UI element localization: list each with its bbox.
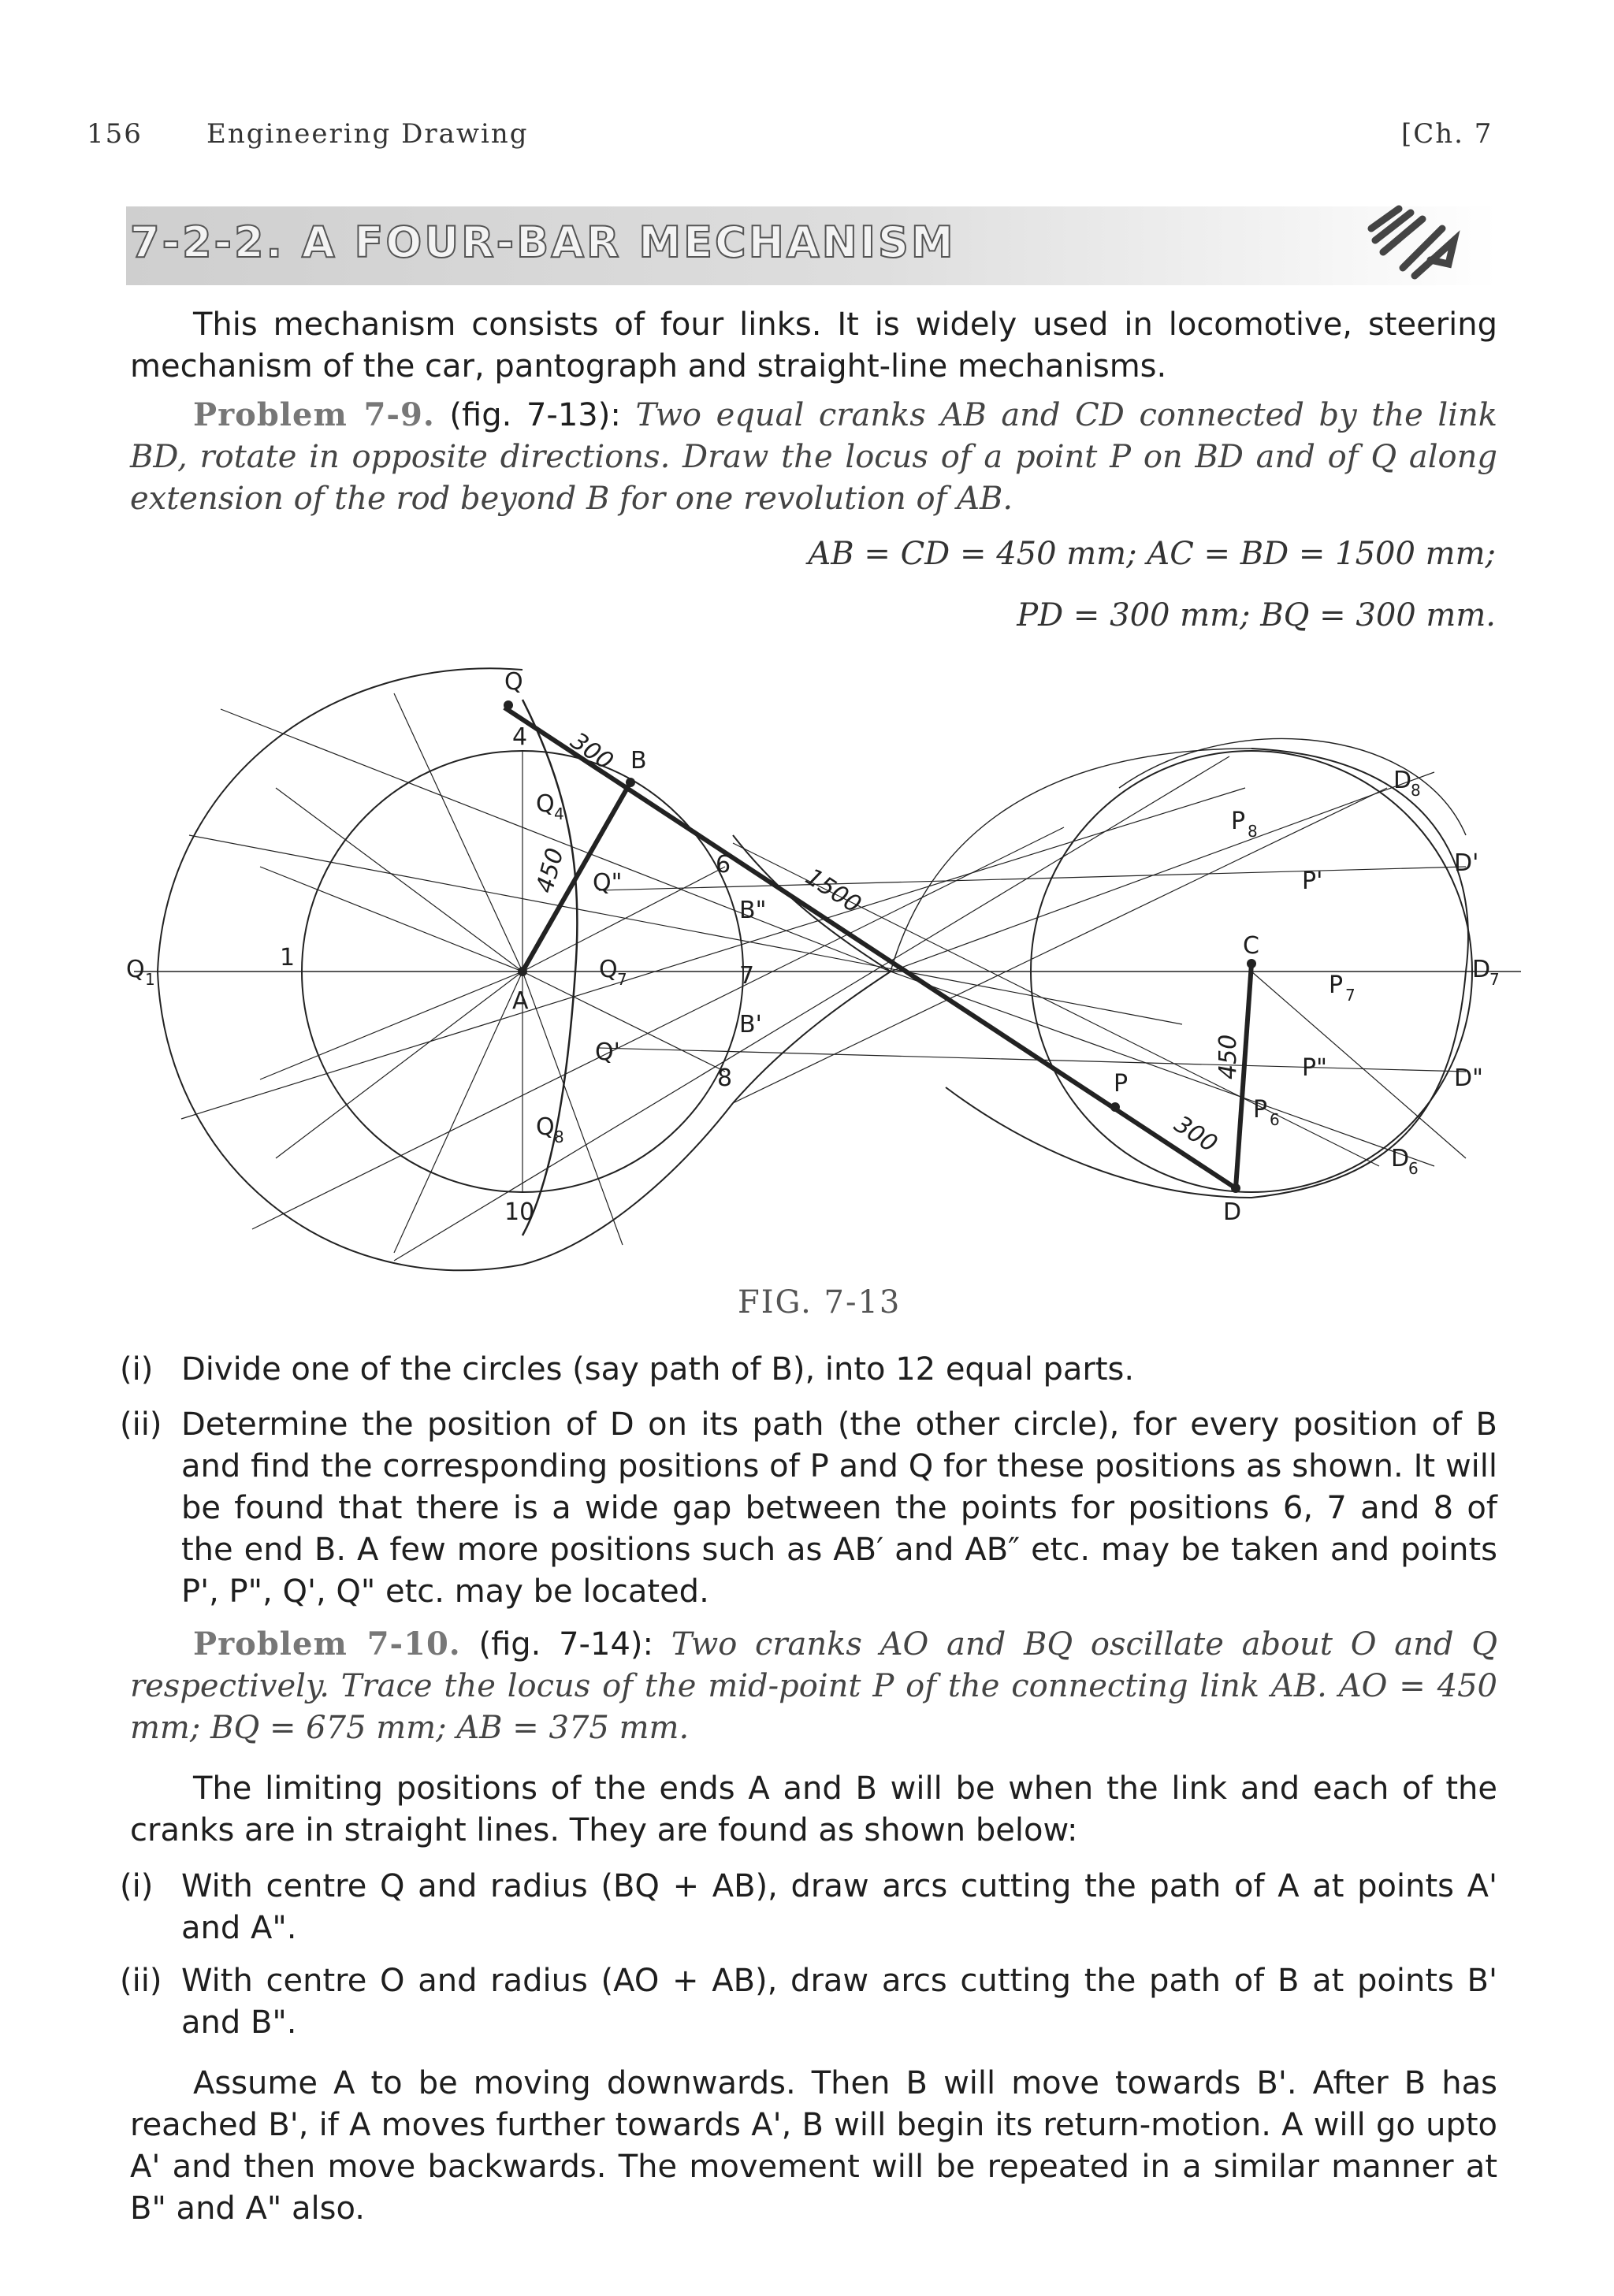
chapter-label: [Ch. 7	[1401, 118, 1493, 150]
section-title: 7-2-2. A FOUR-BAR MECHANISM	[130, 217, 956, 267]
label-7: 7	[739, 962, 755, 990]
label-q7-sub: 7	[617, 970, 627, 989]
step-10-i-text: With centre Q and radius (BQ + AB), draw arcs cutting the path of A at points A' and A".	[181, 1868, 1497, 1946]
label-q: Q	[504, 668, 523, 696]
label-a: A	[512, 987, 529, 1015]
problem-10-statement: Two cranks AO and BQ oscillate about O and Q respectively. Trace the locus of the mid-point P of the connecting link AB. AO = 450 mm; BQ = 675 mm; AB = 375 mm.	[130, 1626, 1497, 1746]
problem-9	[130, 394, 1497, 520]
label-q1: Q	[126, 956, 145, 983]
label-8: 8	[717, 1064, 733, 1092]
running-title: Engineering Drawing	[206, 118, 529, 150]
dim-300-bq: 300	[565, 726, 619, 776]
label-b: B	[630, 747, 647, 775]
closing-text: Assume A to be moving downwards. Then B will move towards B'. After B has reached B', if A moves further towards A', B will begin its return-motion. A will go upto A' and then move backwards. The movement will be repeated in a similar manner at B" and A" also.	[130, 2065, 1497, 2227]
label-d6: D	[1391, 1145, 1410, 1172]
label-p-double: P"	[1302, 1054, 1327, 1082]
step-10-ii-num: (ii)	[120, 1963, 162, 1999]
label-d7-sub: 7	[1489, 970, 1500, 989]
label-p8: P	[1231, 808, 1246, 835]
step-10-i	[120, 1866, 1497, 1949]
label-b-prime: B'	[739, 1011, 762, 1038]
label-p6-sub: 6	[1270, 1110, 1280, 1129]
step-9-ii-num: (ii)	[120, 1406, 162, 1443]
problem-10	[130, 1623, 1497, 1749]
problem-9-label: Problem 7-9.	[193, 396, 435, 433]
step-10-i-num: (i)	[120, 1868, 154, 1904]
label-d8-sub: 8	[1411, 781, 1421, 800]
label-p: P	[1114, 1070, 1129, 1098]
label-p6: P	[1253, 1096, 1268, 1124]
problem-9-statement: Two equal cranks AB and CD connected by the link BD, rotate in opposite directions. Draw the locus of a point P on BD and of Q along extension of the rod beyond B for one revolution of AB.	[130, 397, 1498, 517]
label-d-double: D"	[1454, 1064, 1483, 1092]
label-q-prime: Q'	[595, 1038, 620, 1066]
label-d-prime: D'	[1454, 849, 1479, 877]
label-p-prime: P'	[1302, 868, 1323, 895]
limiting-paragraph	[130, 1768, 1497, 1852]
problem-10-ref: (fig. 7-14):	[478, 1626, 653, 1663]
dim-1500-bd: 1500	[800, 863, 866, 920]
label-q7: Q	[599, 956, 618, 983]
label-q8-sub: 8	[554, 1128, 564, 1146]
label-d7: D	[1472, 956, 1491, 983]
label-b-double: B"	[739, 897, 767, 924]
dim-450-cd: 450	[1214, 1034, 1242, 1079]
link-qbd	[504, 708, 1236, 1188]
step-9-i-text: Divide one of the circles (say path of B), into 12 equal parts.	[181, 1351, 1135, 1388]
problem-10-label: Problem 7-10.	[193, 1625, 461, 1663]
intro-text: This mechanism consists of four links. It is widely used in locomotive, steering mechanism of the car, pantograph and straight-line mechanisms.	[130, 307, 1497, 385]
label-10: 10	[504, 1198, 535, 1226]
step-9-i	[120, 1349, 1497, 1391]
step-9-i-num: (i)	[120, 1351, 154, 1388]
label-1: 1	[280, 944, 296, 972]
figure-caption: FIG. 7-13	[738, 1284, 902, 1321]
label-q8: Q	[536, 1113, 555, 1141]
banner-logo-icon	[1356, 197, 1466, 292]
label-q1-sub: 1	[145, 970, 155, 989]
step-10-ii	[120, 1960, 1497, 2044]
problem-9-ref: (fig. 7-13):	[449, 397, 621, 433]
step-9-ii-text: Determine the position of D on its path (the other circle), for every position of B and find the corresponding positions of P and Q for these positions as shown. It will be found that there is a wide gap between the points for positions 6, 7 and 8 of the end B. A few more positions such as AB′ and AB″ etc. may be taken and points P', P", Q', Q" etc. may be located.	[181, 1406, 1497, 1610]
problem-9-given-2: PD = 300 mm; BQ = 300 mm.	[1017, 597, 1496, 633]
label-4: 4	[512, 723, 528, 751]
label-d6-sub: 6	[1408, 1159, 1419, 1178]
step-10-ii-text: With centre O and radius (AO + AB), draw arcs cutting the path of B at points B' and B".	[181, 1963, 1497, 2041]
label-6: 6	[716, 851, 731, 879]
d-construction-arcs	[891, 739, 1466, 972]
label-q4-sub: 4	[554, 804, 564, 823]
label-d: D	[1223, 1198, 1242, 1226]
label-p7: P	[1329, 972, 1344, 999]
step-9-ii	[120, 1404, 1497, 1613]
dim-450-ab: 450	[530, 845, 570, 897]
problem-9-given-1: AB = CD = 450 mm; AC = BD = 1500 mm;	[808, 536, 1496, 572]
limiting-text: The limiting positions of the ends A and B will be when the link and each of the cranks are in straight lines. They are found as shown below:	[130, 1770, 1497, 1848]
label-p7-sub: 7	[1345, 986, 1356, 1005]
closing-paragraph	[130, 2063, 1497, 2230]
page-number: 156	[87, 118, 143, 150]
dim-300-pd: 300	[1169, 1110, 1222, 1158]
intro-paragraph	[130, 304, 1497, 388]
label-q-double: Q"	[593, 869, 623, 897]
label-c: C	[1243, 932, 1259, 960]
label-p8-sub: 8	[1248, 822, 1258, 841]
figure-7-13	[0, 646, 1614, 1276]
label-d8: D	[1393, 767, 1412, 794]
label-q4: Q	[536, 790, 555, 818]
